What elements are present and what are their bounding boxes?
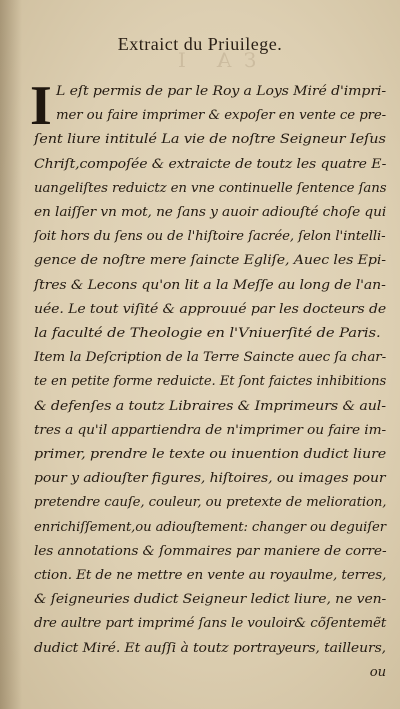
show-through-text: Ɛ A I bbox=[175, 48, 257, 72]
drop-cap: I bbox=[30, 75, 52, 137]
text-line: gence de noſtre mere ſaincte Egliſe, Auec les Epi- bbox=[34, 253, 386, 269]
text-line: uée. Le tout viſité & approuué par les docteurs de bbox=[34, 301, 387, 317]
text-line: ction. Et de ne mettre en vente au royaulme, terres, bbox=[34, 568, 387, 583]
text-line: pretendre cauſe, couleur, ou pretexte de melioration, bbox=[34, 495, 387, 511]
text-line: Item la Deſcription de la Terre Saincte auec ſa char- bbox=[34, 350, 387, 366]
text-line: Chriſt,compoſée & extraicte de toutz les quatre E- bbox=[34, 156, 387, 172]
text-line: ou bbox=[369, 664, 386, 680]
text-line: ſent liure intitulé La vie de noſtre Seigneur Ieſus bbox=[34, 132, 386, 148]
text-line: & ſeigneuries dudict Seigneur ledict liure, ne ven- bbox=[34, 592, 387, 608]
page-title: Extraict du Priuilege. bbox=[117, 34, 283, 54]
text-line: mer ou faire imprimer & expoſer en vente ce pre- bbox=[56, 108, 387, 124]
text-line: enrichiſſement,ou adiouſtement: changer ou deguiſer bbox=[34, 519, 386, 535]
text-line: la faculté de Theologie en l'Vniuerſité de Paris. bbox=[34, 326, 381, 341]
text-line: te en petite forme reduicte. Et ſont faictes inhibitions bbox=[34, 374, 387, 390]
text-line: tres a qu'il appartiendra de n'imprimer ou faire im- bbox=[34, 422, 387, 438]
text-line: primer, prendre le texte ou inuention dudict liure bbox=[34, 447, 387, 462]
text-line: pour y adiouſter figures, hiſtoires, ou images pour bbox=[34, 471, 386, 487]
gutter-shadow bbox=[0, 0, 22, 709]
text-line: & defenſes a toutz Libraires & Imprimeurs & aul- bbox=[34, 398, 386, 414]
text-line: dre aultre part imprimé ſans le vouloir& cõſentemẽt bbox=[34, 616, 387, 632]
text-line: les annotations & ſommaires par maniere de corre- bbox=[34, 543, 387, 559]
text-line: ſtres & Lecons qu'on lit a la Meſſe au long de l'an- bbox=[34, 277, 386, 293]
text-line: L eſt permis de par le Roy a Loys Miré d'impri- bbox=[56, 84, 387, 99]
text-line: en laiſſer vn mot, ne ſans y auoir adiouſté choſe qui bbox=[34, 205, 387, 220]
text-line: uangeliſtes reduictz en vne continuelle ſentence ſans bbox=[34, 180, 387, 196]
text-line: ſoit hors du ſens ou de l'hiſtoire ſacrée, ſelon l'intelli- bbox=[34, 229, 386, 245]
text-line: dudict Miré. Et auſſi à toutz portrayeurs, tailleurs, bbox=[34, 640, 386, 656]
